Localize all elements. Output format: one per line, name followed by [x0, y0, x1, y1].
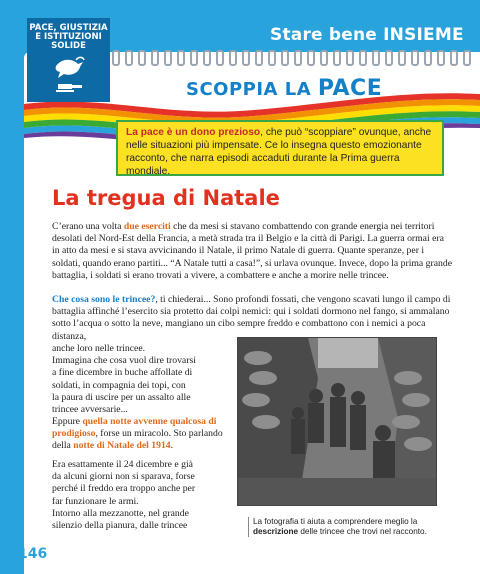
trench-photo-image — [238, 338, 436, 505]
intro-text: , che può “scoppiare” ovunque, anche nelle situazioni più impensate. Ce lo insegna questo emozionante racconto, che narra episodi accaduti durante la Prima guerra mondiale. — [126, 127, 432, 177]
p2-question: Che cosa sono le trincee? — [52, 294, 156, 305]
left-margin-strip — [0, 62, 24, 574]
caption-text-a: La fotografia ti aiuta a comprendere meglio la — [253, 517, 418, 526]
page-number: 146 — [18, 546, 48, 562]
p4-highlight-2: notte di Natale del 1914 — [73, 440, 171, 452]
caption-highlight: descrizione — [253, 527, 299, 536]
intro-box — [116, 120, 444, 176]
p1-highlight: due eserciti — [123, 221, 171, 232]
p4-text-a: Eppure — [52, 416, 83, 427]
story-title: La tregua di Natale — [52, 186, 280, 210]
page-title — [186, 76, 382, 101]
p2-text: , ti chiederai... Sono profondi fossati, che vengono scavati lungo il campo di battaglia affinché l’esercito sia protetto dai colpi nemici: qui i soldati dormono nel fango, si ammalano sotto l’acqua o sotto la neve, mangiano un cibo sempre freddo e combattono con i nemici a poca distanza, — [52, 294, 451, 342]
p1-text-b: che da mesi si stavano combattendo con grande energia nei territori desolati del Nord-Est della Francia, a metà strada tra il Belgio e la città di Parigi. La guerra ormai era in atto da mesi e si stava avvicinando il Natale, il primo Natale di guerra. Quante speranze, per i soldati, quando erano partiti... “A Natale tutti a casa!”, si urlava ovunque. Invece, dopo la prima grande battaglia, i soldati si erano trovati a vivere, a combattere e anche a morire nelle trincee. — [52, 221, 453, 281]
story-paragraph-5: Era esattamente il 24 dicembre e già da alcuni giorni non si sparava, forse perché il freddo era troppo anche per far funzionare le armi. Intorno alla mezzanotte, nel grande silenzio della pianura, dalle trincee — [52, 459, 196, 532]
spiral-rings — [112, 50, 472, 62]
caption-text-c: delle trincee che trovi nel racconto. — [298, 527, 427, 536]
p4-text-b: , forse un miracolo. Sto parlando della — [52, 428, 223, 452]
badge-label: PACE, GIUSTIZIA E ISTITUZIONI SOLIDE — [29, 23, 108, 51]
p4-highlight-1: quella notte avvenne qualcosa di prodigioso — [52, 416, 217, 440]
p1-text-a: C’erano una volta — [52, 221, 124, 232]
p4-text-c: . — [170, 440, 174, 452]
sdg-badge — [27, 18, 110, 102]
page-title-part2: PACE — [317, 76, 383, 101]
story-paragraph-2 — [52, 294, 452, 343]
story-paragraph-3: anche loro nelle trincee. Immagina che cosa vuol dire trovarsi a fine dicembre in buche affollate di soldati, in compagnia dei topi, con la paura di uscire per un assalto alle trincee avversarie... — [52, 343, 196, 416]
photo-caption — [248, 517, 453, 537]
story-paragraph-4 — [52, 416, 232, 453]
dove-gavel-icon — [52, 54, 86, 94]
page-title-part1: SCOPPIA LA — [186, 79, 318, 100]
intro-highlight: La pace è un dono prezioso — [126, 127, 261, 138]
trench-photo — [237, 337, 437, 506]
series-title: Stare bene INSIEME — [270, 25, 464, 45]
story-paragraph-1 — [52, 221, 452, 282]
